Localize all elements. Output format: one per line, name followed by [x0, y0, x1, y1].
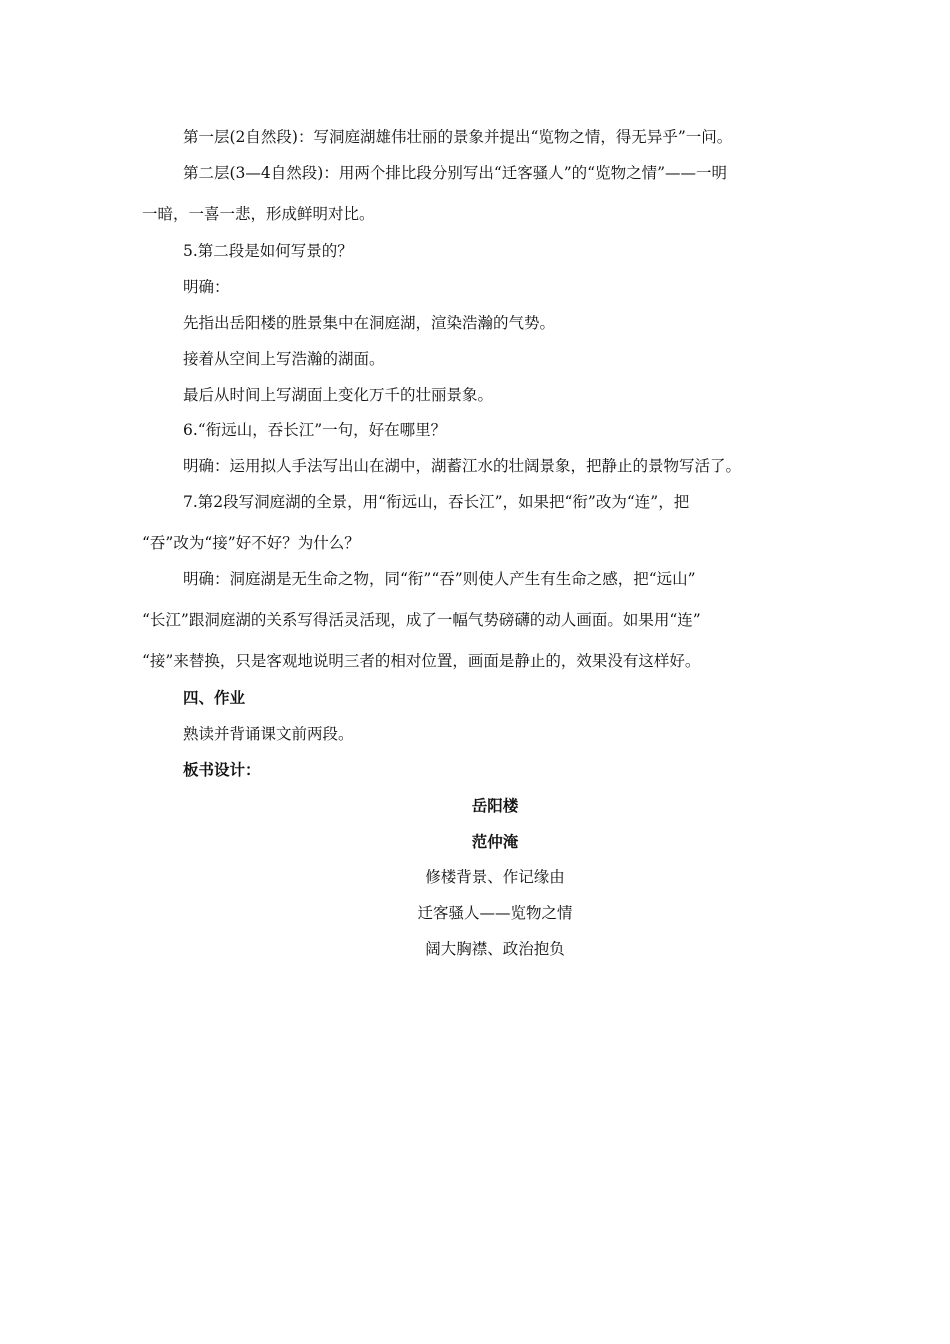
answer-5-line-1: 先指出岳阳楼的胜景集中在洞庭湖，渲染浩瀚的气势。	[183, 314, 556, 332]
board-title: 岳阳楼	[471, 797, 519, 815]
board-line-3: 阔大胸襟、政治抱负	[425, 940, 565, 958]
question-5: 5.第二段是如何写景的？	[183, 242, 353, 260]
board-heading: 板书设计：	[183, 761, 261, 779]
board-line-2: 迁客骚人——览物之情	[417, 904, 573, 922]
question-6: 6.“衔远山，吞长江”一句，好在哪里？	[183, 421, 447, 439]
board-author: 范仲淹	[471, 833, 519, 851]
answer-5-label: 明确：	[183, 278, 230, 296]
question-7: 7.第2段写洞庭湖的全景，用“衔远山，吞长江”，如果把“衔”改为“连”，把	[183, 493, 690, 511]
board-line-1: 修楼背景、作记缘由	[425, 868, 565, 886]
answer-6: 明确：运用拟人手法写出山在湖中，湖蓄江水的壮阔景象，把静止的景物写活了。	[183, 457, 742, 475]
paragraph-layer-one: 第一层(2自然段)：写洞庭湖雄伟壮丽的景象并提出“览物之情，得无异乎”一问。	[183, 128, 733, 146]
homework-text: 熟读并背诵课文前两段。	[183, 725, 354, 743]
question-7-cont: “吞”改为“接”好不好？为什么？	[142, 534, 360, 552]
homework-heading: 四、作业	[183, 689, 246, 707]
answer-5-line-3: 最后从时间上写湖面上变化万千的壮丽景象。	[183, 386, 494, 404]
paragraph-layer-two: 第二层(3—4自然段)：用两个排比段分别写出“迁客骚人”的“览物之情”——一明	[183, 164, 728, 182]
answer-7-line-1: 明确：洞庭湖是无生命之物，同“衔”“吞”则使人产生有生命之感，把“远山”	[183, 570, 696, 588]
answer-7-line-3: “接”来替换，只是客观地说明三者的相对位置，画面是静止的，效果没有这样好。	[142, 652, 701, 670]
paragraph-layer-two-cont: 一暗，一喜一悲，形成鲜明对比。	[142, 205, 375, 223]
answer-7-line-2: “长江”跟洞庭湖的关系写得活灵活现，成了一幅气势磅礴的动人画面。如果用“连”	[142, 611, 701, 629]
answer-5-line-2: 接着从空间上写浩瀚的湖面。	[183, 350, 385, 368]
